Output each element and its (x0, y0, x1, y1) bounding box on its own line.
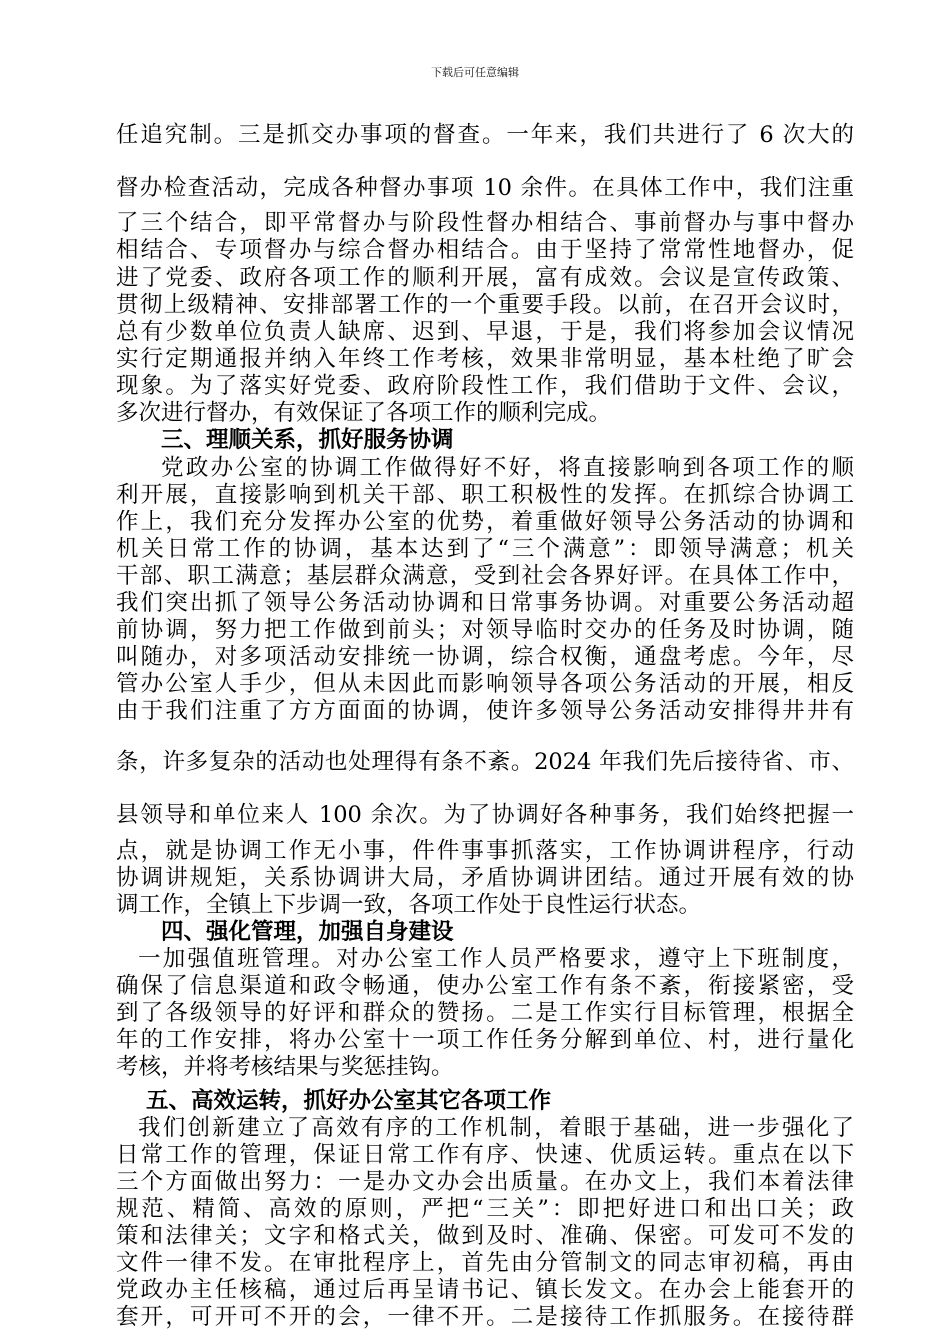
text-line: 了三个结合，即平常督办与阶段性督办相结合、事前督办与事中督办 (116, 210, 854, 236)
section-heading: 三、理顺关系，抓好服务协调 (161, 427, 454, 453)
text-line: 县领导和单位来人 100 余次。为了协调好各种事务，我们始终把握一 (116, 802, 854, 828)
text-line: 套开，可开可不开的会，一律不开。二是接待工作抓服务。在接待群 (116, 1304, 854, 1330)
section-heading: 五、高效运转，抓好办公室其它各项工作 (146, 1088, 552, 1114)
text-line: 督办检查活动，完成各种督办事项 10 余件。在具体工作中，我们注重 (116, 175, 854, 201)
text-line: 我们突出抓了领导公务活动协调和日常事务协调。对重要公务活动超 (116, 590, 854, 616)
text-line: 管办公室人手少，但从未因此而影响领导各项公务活动的开展，相反 (116, 671, 854, 697)
section-heading: 四、强化管理，加强自身建设 (161, 919, 454, 945)
text-line: 由于我们注重了方方面面的协调，使许多领导公务活动安排得井井有 (116, 698, 854, 724)
text-line: 协调讲规矩，关系协调讲大局，矛盾协调讲团结。通过开展有效的协 (116, 865, 854, 891)
text-line: 我们创新建立了高效有序的工作机制，着眼于基础，进一步强化了 (138, 1115, 854, 1141)
text-line: 进了党委、政府各项工作的顺利开展，富有成效。会议是宣传政策、 (116, 265, 854, 291)
text-line: 三个方面做出努力：一是办文办会出质量。在办文上，我们本着法律 (116, 1169, 854, 1195)
text-line: 日常工作的管理，保证日常工作有序、快速、优质运转。重点在以下 (116, 1142, 854, 1168)
text-line: 叫随办，对多项活动安排统一协调，综合权衡，通盘考虑。今年，尽 (116, 644, 854, 670)
text-line: 前协调，努力把工作做到前头；对领导临时交办的任务及时协调，随 (116, 617, 854, 643)
text-line: 调工作，全镇上下步调一致，各项工作处于良性运行状态。 (116, 892, 702, 918)
text-line: 考核，并将考核结果与奖惩挂钩。 (116, 1054, 454, 1080)
text-line: 策和法律关；文字和格式关，做到及时、准确、保密。可发可不发的 (116, 1223, 854, 1249)
text-line: 总有少数单位负责人缺席、迟到、早退，于是，我们将参加会议情况 (116, 319, 854, 345)
page-header: 下载后可任意编辑 (431, 66, 519, 79)
text-line: 实行定期通报并纳入年终工作考核，效果非常明显，基本杜绝了旷会 (116, 346, 854, 372)
text-line: 多次进行督办，有效保证了各项工作的顺利完成。 (116, 400, 612, 426)
text-line: 条，许多复杂的活动也处理得有条不紊。2024 年我们先后接待省、市、 (116, 749, 854, 775)
text-line: 确保了信息渠道和政令畅通，使办公室工作有条不紊，衔接紧密，受 (116, 973, 854, 999)
text-line: 相结合、专项督办与综合督办相结合。由于坚持了常常性地督办，促 (116, 237, 854, 263)
text-line: 点，就是协调工作无小事，件件事事抓落实，工作协调讲程序，行动 (116, 838, 854, 864)
text-line: 党政办主任核稿，通过后再呈请书记、镇长发文。在办会上能套开的 (116, 1277, 854, 1303)
text-line: 文件一律不发。在审批程序上，首先由分管制文的同志审初稿，再由 (116, 1250, 854, 1276)
text-line: 任追究制。三是抓交办事项的督查。一年来，我们共进行了 6 次大的 (116, 122, 854, 148)
text-line: 到了各级领导的好评和群众的赞扬。二是工作实行目标管理，根据全 (116, 1000, 854, 1026)
text-line: 利开展，直接影响到机关干部、职工积极性的发挥。在抓综合协调工 (116, 482, 854, 508)
text-line: 贯彻上级精神、安排部署工作的一个重要手段。以前，在召开会议时， (116, 292, 854, 318)
text-line: 规范、精简、高效的原则，严把“三关”：即把好进口和出口关；政 (116, 1196, 854, 1222)
text-line: 作上，我们充分发挥办公室的优势，着重做好领导公务活动的协调和 (116, 509, 854, 535)
text-line: 机关日常工作的协调，基本达到了“三个满意”：即领导满意；机关 (116, 536, 854, 562)
text-line: 年的工作安排，将办公室十一项工作任务分解到单位、村，进行量化 (116, 1027, 854, 1053)
text-line: 干部、职工满意；基层群众满意，受到社会各界好评。在具体工作中， (116, 563, 854, 589)
text-line: 一加强值班管理。对办公室工作人员严格要求，遵守上下班制度， (138, 946, 854, 972)
text-line: 党政办公室的协调工作做得好不好，将直接影响到各项工作的顺 (161, 455, 854, 481)
text-line: 现象。为了落实好党委、政府阶段性工作，我们借助于文件、会议， (116, 373, 854, 399)
